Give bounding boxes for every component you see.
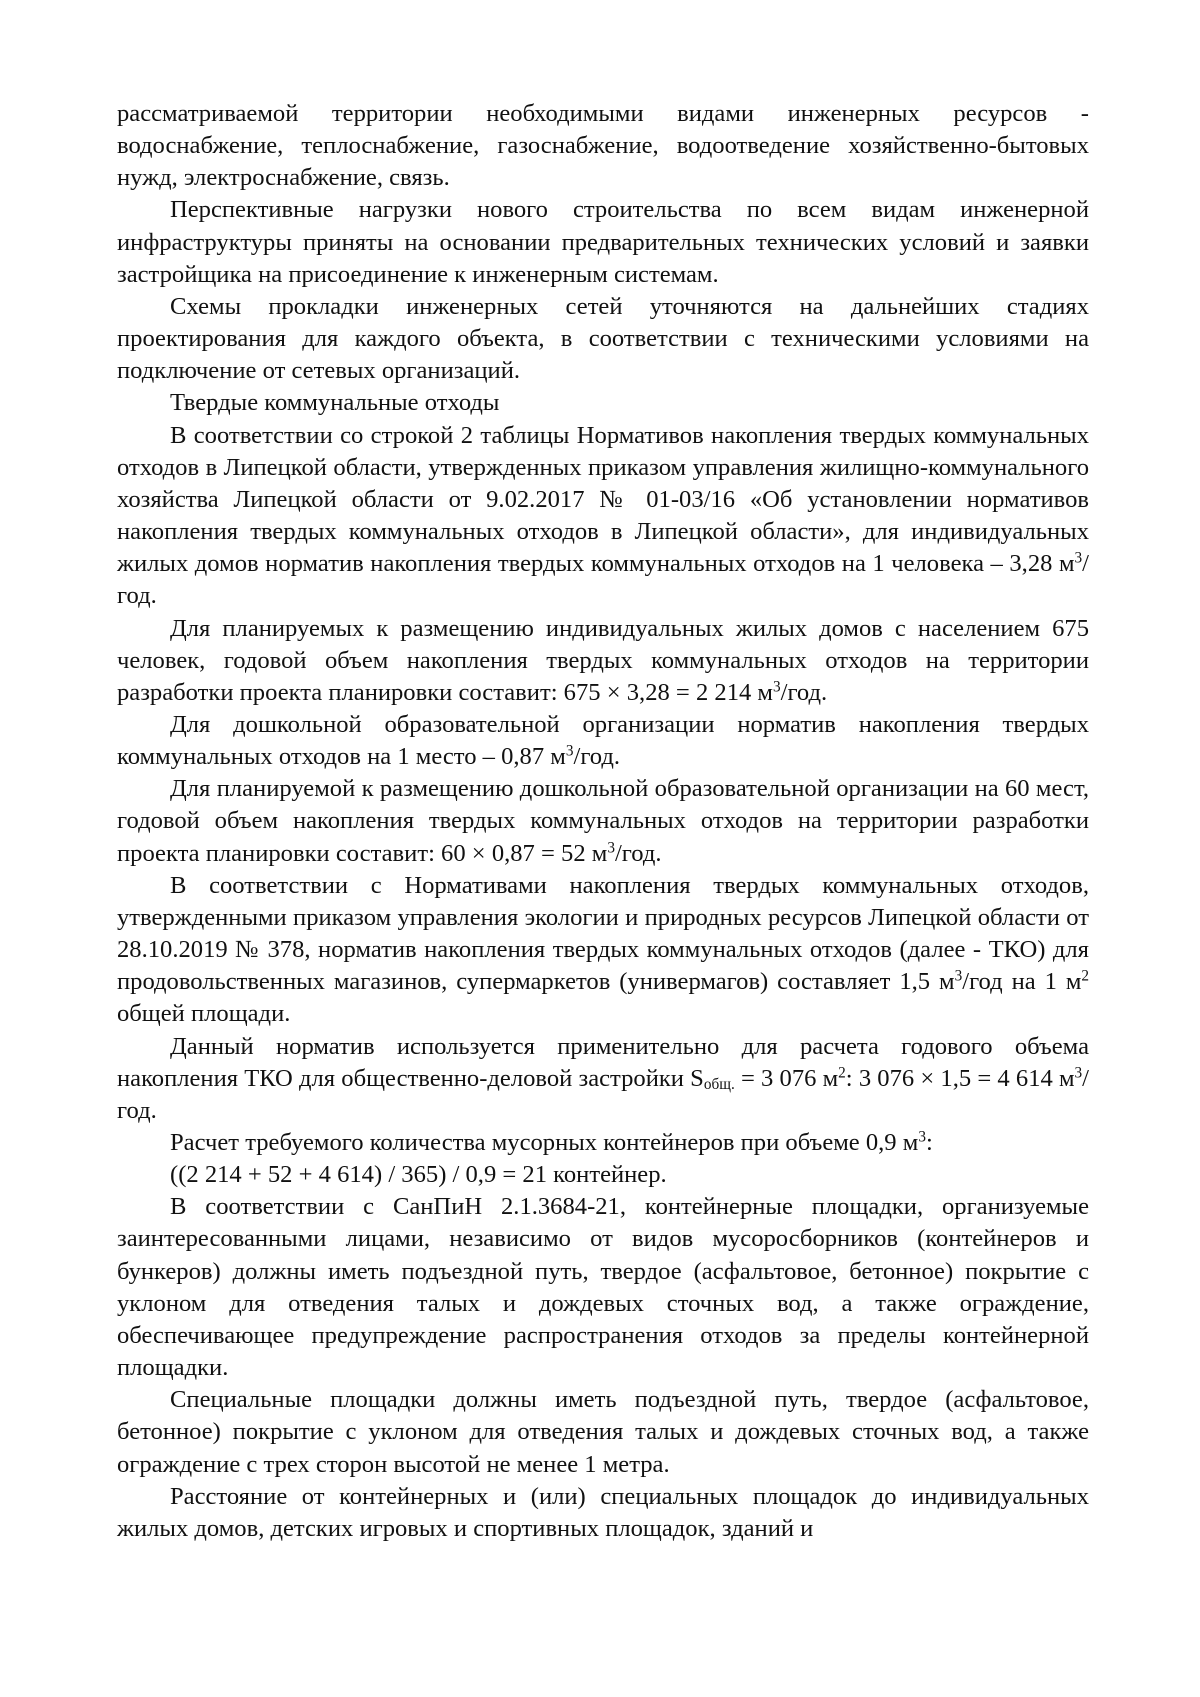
formula-line: ((2 214 + 52 + 4 614) / 365) / 0,9 = 21 контейнер. bbox=[170, 1161, 667, 1189]
document-page bbox=[117, 98, 1089, 1545]
paragraph-5: В соответствии со строкой 2 таблицы Нормативов накопления твердых коммунальных отходов в Липецкой области, утвержденных приказом управления жилищно-коммунального хозяйства Липецкой области от 9.02.2017 № 01-03/16 «Об установлении нормативов накопления твердых коммунальных отходов в Липецкой области», для индивидуальных жилых домов норматив накопления твердых коммунальных отходов на 1 человека – 3,28 $м^3$/год. bbox=[117, 421, 1089, 610]
paragraph-10: Данный норматив используется применительно для расчета годового объема накопления ТКО для общественно-деловой застройки $S_{общ.} = 3$ 076 $м^2$: 3 076 × 1,5 = 4 614 $м^3$/год. bbox=[117, 1032, 1090, 1124]
section-heading: Твердые коммунальные отходы bbox=[170, 389, 500, 417]
paragraph-6: Для планируемых к размещению индивидуальных жилых домов с населением 675 человек, годовой объем накопления твердых коммунальных отходов на территории разработки проекта планировки составит: 675 × 3,28 = 2 214 $м^3$/год. bbox=[117, 614, 1089, 706]
paragraph-2: Перспективные нагрузки нового строительства по всем видам инженерной инфраструктуры приняты на основании предварительных технических условий и заявки застройщика на присоединение к инженерным системам. bbox=[117, 196, 1089, 288]
paragraph-13: В соответствии с СанПиН 2.1.3684-21, контейнерные площадки, организуемые заинтересованными лицами, независимо от видов мусоросборников (контейнеров и бункеров) должны иметь подъездной путь, твердое (асфальтовое, бетонное) покрытие с уклоном для отведения талых и дождевых сточных вод, а также ограждение, обеспечивающее предупреждение распространения отходов за пределы контейнерной площадки. bbox=[117, 1193, 1089, 1382]
paragraph-8: Для планируемой к размещению дошкольной образовательной организации на 60 мест, годовой объем накопления твердых коммунальных отходов на территории разработки проекта планировки составит: 60 × 0,87 = 52 $м^3$/год. bbox=[117, 775, 1089, 867]
paragraph-9: В соответствии с Нормативами накопления твердых коммунальных отходов, утвержденными приказом управления экологии и природных ресурсов Липецкой области от 28.10.2019 № 378, норматив накопления твердых коммунальных отходов (далее - ТКО) для продовольственных магазинов, супермаркетов (универмагов) составляет 1,5 $м^3$/год на 1 $м^2$ общей площади. bbox=[117, 871, 1090, 1028]
paragraph-14: Специальные площадки должны иметь подъездной путь, твердое (асфальтовое, бетонное) покрытие с уклоном для отведения талых и дождевых сточных вод, а также ограждение с трех сторон высотой не менее 1 метра. bbox=[117, 1386, 1089, 1478]
paragraph-15: Расстояние от контейнерных и (или) специальных площадок до индивидуальных жилых домов, детских игровых и спортивных площадок, зданий и bbox=[117, 1482, 1089, 1542]
paragraph-11: Расчет требуемого количества мусорных контейнеров при объеме 0,9 $м^3$: bbox=[170, 1128, 933, 1156]
paragraph-1: рассматриваемой территории необходимыми видами инженерных ресурсов - водоснабжение, теплоснабжение, газоснабжение, водоотведение хозяйственно-бытовых нужд, электроснабжение, связь. bbox=[117, 100, 1089, 192]
paragraph-3: Схемы прокладки инженерных сетей уточняются на дальнейших стадиях проектирования для каждого объекта, в соответствии с техническими условиями на подключение от сетевых организаций. bbox=[117, 292, 1089, 385]
paragraph-7: Для дошкольной образовательной организации норматив накопления твердых коммунальных отходов на 1 место – 0,87 $м^3$/год. bbox=[117, 710, 1089, 771]
